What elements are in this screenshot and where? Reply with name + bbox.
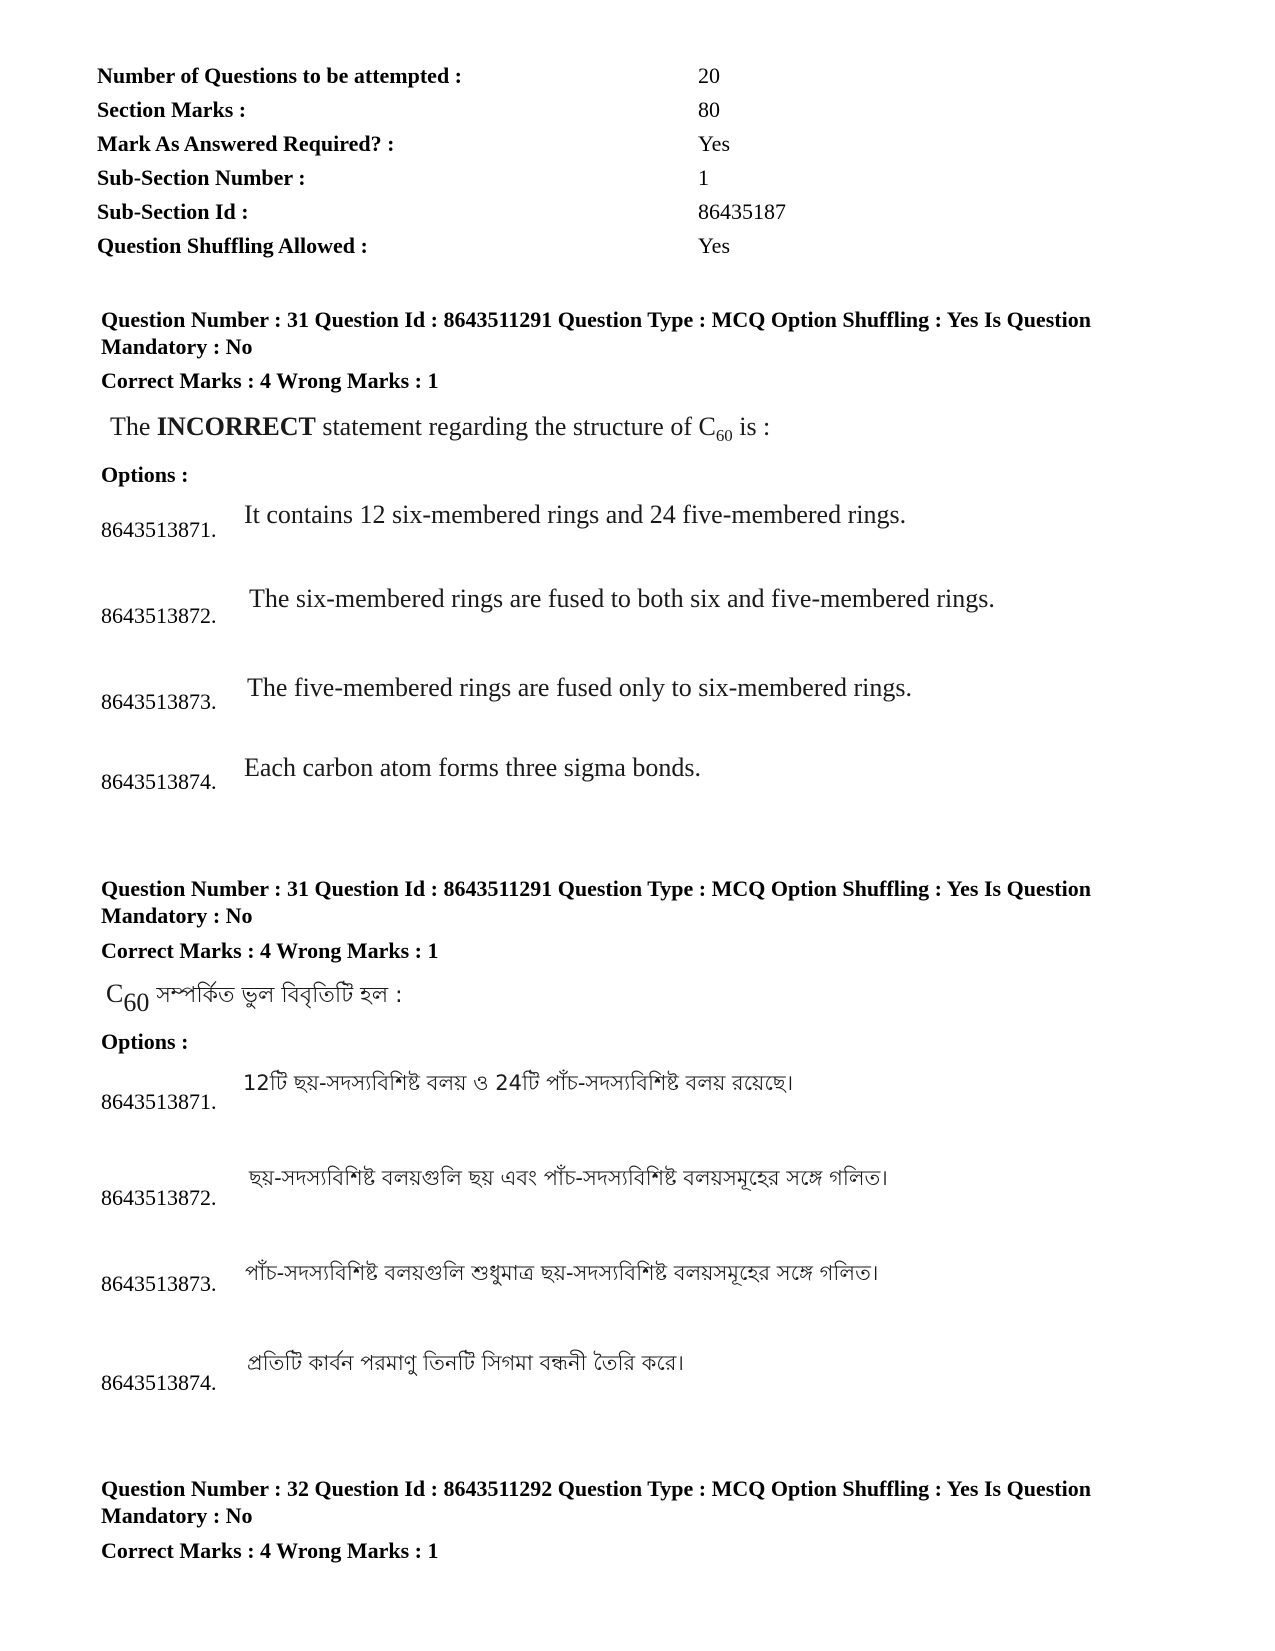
- option-id: 8643513872.: [101, 1185, 217, 1210]
- question-marks: Correct Marks : 4 Wrong Marks : 1: [101, 368, 439, 393]
- option-text: The five-membered rings are fused only to six-membered rings.: [247, 673, 912, 702]
- option-id: 8643513874.: [101, 769, 217, 794]
- meta-value-mark-as-answered: Yes: [698, 131, 731, 156]
- stem-text-pre: The: [110, 412, 157, 441]
- option-text: প্রতিটি কার্বন পরমাণু তিনটি সিগমা বন্ধনী তৈরি করে।: [247, 1351, 684, 1375]
- question-stem: [110, 410, 770, 444]
- question-stem: [106, 977, 403, 1018]
- stem-c: C: [106, 979, 124, 1008]
- option-text: It contains 12 six-membered rings and 24 five-membered rings.: [244, 500, 907, 529]
- stem-text-mid: statement regarding the structure of C: [315, 412, 716, 441]
- stem-keyword: INCORRECT: [156, 412, 316, 441]
- question-header: Question Number : 32 Question Id : 8643511292 Question Type : MCQ Option Shuffling : Yes Is Question Mandatory : No: [101, 1476, 1091, 1528]
- meta-value-sub-section-id: 86435187: [698, 199, 786, 224]
- meta-label-question-shuffling: Question Shuffling Allowed :: [97, 233, 368, 258]
- meta-label-sub-section-id: Sub-Section Id :: [97, 199, 249, 224]
- option-text: 12টি ছয়-সদস্যবিশিষ্ট বলয় ও 24টি পাঁচ-সদস্যবিশিষ্ট বলয় রয়েছে।: [243, 1071, 794, 1095]
- meta-value-section-marks: 80: [698, 97, 720, 122]
- option-id: 8643513873.: [101, 689, 217, 714]
- option-id: 8643513874.: [101, 1370, 217, 1395]
- question-marks: Correct Marks : 4 Wrong Marks : 1: [101, 938, 439, 963]
- option-text: ছয়-সদস্যবিশিষ্ট বলয়গুলি ছয় এবং পাঁচ-সদস্যবিশিষ্ট বলয়সমূহের সঙ্গে গলিত।: [249, 1166, 888, 1190]
- meta-label-section-marks: Section Marks :: [97, 97, 247, 122]
- option-text: পাঁচ-সদস্যবিশিষ্ট বলয়গুলি শুধুমাত্র ছয়-সদস্যবিশিষ্ট বলয়সমূহের সঙ্গে গলিত।: [245, 1261, 879, 1285]
- option-id: 8643513871.: [101, 1089, 217, 1114]
- question-marks: Correct Marks : 4 Wrong Marks : 1: [101, 1538, 439, 1563]
- stem-text-post: is :: [732, 412, 771, 441]
- option-text: Each carbon atom forms three sigma bonds.: [244, 753, 702, 782]
- meta-value-sub-section-number: 1: [698, 165, 709, 190]
- option-id: 8643513871.: [101, 517, 217, 542]
- question-header: Question Number : 31 Question Id : 8643511291 Question Type : MCQ Option Shuffling : Yes Is Question Mandatory : No: [101, 876, 1091, 928]
- meta-value-question-shuffling: Yes: [698, 233, 731, 258]
- stem-subscript: 60: [715, 425, 733, 445]
- meta-value-questions-to-attempt: 20: [698, 63, 720, 88]
- option-text: The six-membered rings are fused to both six and five-membered rings.: [249, 584, 995, 613]
- meta-label-questions-to-attempt: Number of Questions to be attempted :: [97, 63, 463, 88]
- stem-subscript: 60: [123, 988, 150, 1018]
- meta-label-sub-section-number: Sub-Section Number :: [97, 165, 306, 190]
- meta-label-mark-as-answered: Mark As Answered Required? :: [97, 131, 395, 156]
- stem-text-post: সম্পর্কিত ভুল বিবৃতিটি হল :: [149, 983, 403, 1008]
- question-header: Question Number : 31 Question Id : 8643511291 Question Type : MCQ Option Shuffling : Yes Is Question Mandatory : No: [101, 307, 1091, 359]
- options-label: Options :: [101, 1029, 189, 1054]
- option-id: 8643513873.: [101, 1271, 217, 1296]
- option-id: 8643513872.: [101, 603, 217, 628]
- options-label: Options :: [101, 462, 189, 487]
